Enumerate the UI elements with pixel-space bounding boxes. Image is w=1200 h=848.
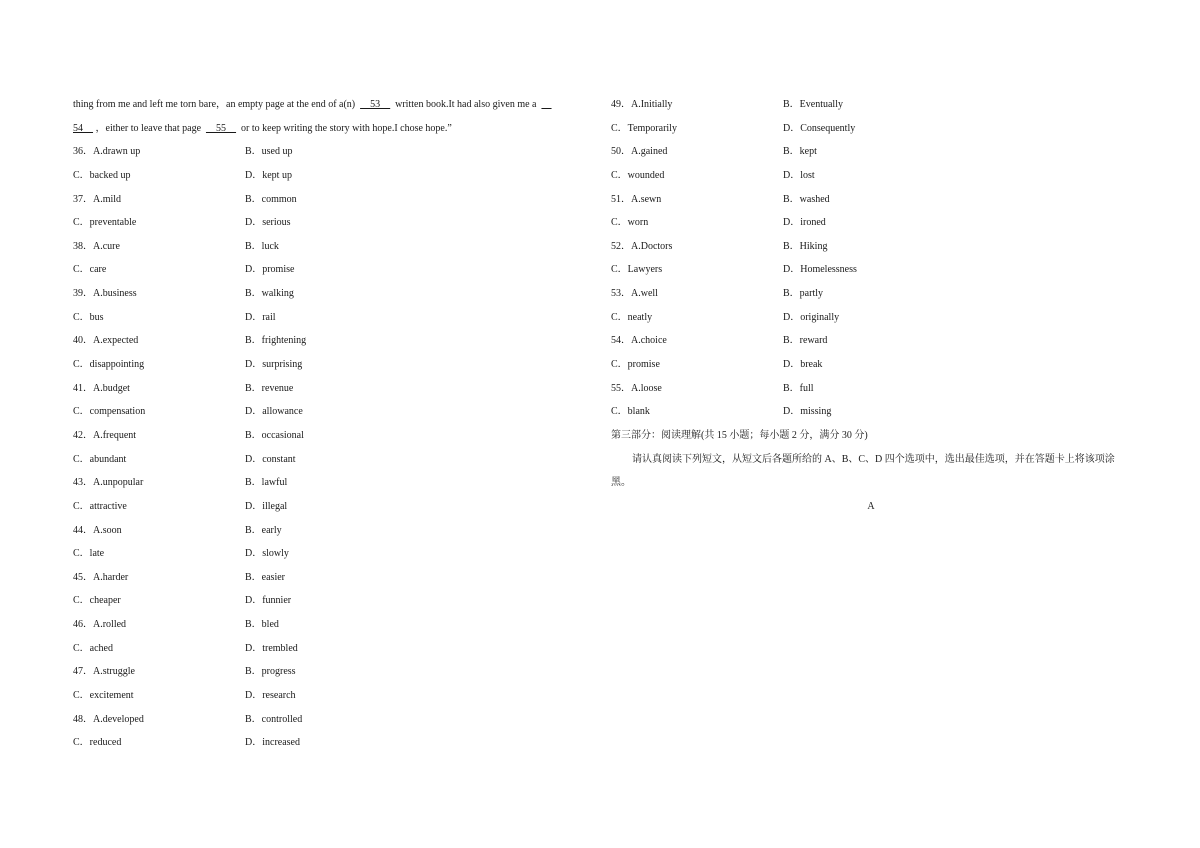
- option-c: C．neatly: [611, 311, 653, 323]
- option-c: C．disappointing: [73, 359, 145, 371]
- option-b: B．progress: [245, 666, 296, 678]
- option-a: 55．A.loose: [611, 382, 662, 394]
- option-c: C．backed up: [73, 169, 131, 181]
- option-a: 53．A.well: [611, 288, 658, 300]
- option-d: D．lost: [783, 169, 815, 181]
- question-option-row: [73, 519, 593, 543]
- option-d: D．ironed: [783, 217, 826, 229]
- option-b: B．washed: [783, 193, 830, 205]
- question-option-row: [611, 188, 1131, 212]
- question-option-row: [73, 448, 593, 472]
- blank-55: __55__: [206, 122, 237, 134]
- question-option-row: [73, 660, 593, 684]
- question-option-row: [611, 235, 1131, 259]
- option-d: D．illegal: [245, 500, 288, 512]
- option-a: 38．A.cure: [73, 240, 120, 252]
- question-option-row: [73, 613, 593, 637]
- question-option-row: [73, 684, 593, 708]
- question-option-row: [73, 164, 593, 188]
- question-option-row: [73, 542, 593, 566]
- option-a: 40．A.expected: [73, 335, 139, 347]
- option-c: C．bus: [73, 311, 104, 323]
- blank-53: __53__: [360, 99, 391, 110]
- option-c: C．late: [73, 548, 105, 560]
- passage-text: thing from me and left me torn bare，an empty page at the end of a(n): [73, 99, 356, 110]
- option-c: C．preventable: [73, 217, 137, 229]
- question-option-row: [73, 211, 593, 235]
- option-d: D．rail: [245, 311, 276, 323]
- option-a: 47．A.struggle: [73, 666, 135, 678]
- blank-54-end: 54__: [73, 122, 93, 134]
- question-option-row: [73, 188, 593, 212]
- blank-54-start: __: [541, 99, 552, 110]
- option-c: C．excitement: [73, 690, 134, 702]
- question-option-row: [73, 566, 593, 590]
- option-b: B．frightening: [245, 335, 307, 347]
- option-c: C．Lawyers: [611, 264, 663, 276]
- question-option-row: [611, 258, 1131, 282]
- option-b: B．common: [245, 193, 297, 205]
- question-option-row: [73, 282, 593, 306]
- question-option-row: [611, 211, 1131, 235]
- option-d: D．promise: [245, 264, 295, 276]
- option-d: D．surprising: [245, 359, 303, 371]
- option-c: C．worn: [611, 217, 649, 229]
- option-a: 41．A.budget: [73, 382, 130, 394]
- option-a: 43．A.unpopular: [73, 477, 144, 489]
- option-d: D．kept up: [245, 169, 292, 181]
- question-option-row: [73, 235, 593, 259]
- option-a: 45．A.harder: [73, 571, 129, 583]
- option-b: B．partly: [783, 288, 823, 300]
- option-c: C．attractive: [73, 500, 127, 512]
- option-a: 49．A.Initially: [611, 99, 673, 110]
- option-a: 48．A.developed: [73, 713, 144, 725]
- question-option-row: [611, 400, 1131, 424]
- question-option-row: [73, 637, 593, 661]
- option-b: B．Hiking: [783, 240, 828, 252]
- option-a: 51．A.sewn: [611, 193, 662, 205]
- option-b: B．reward: [783, 335, 828, 347]
- option-b: B．easier: [245, 571, 285, 583]
- option-a: 42．A.frequent: [73, 429, 137, 441]
- question-option-row: [73, 589, 593, 613]
- option-b: B．revenue: [245, 382, 294, 394]
- option-c: C．blank: [611, 406, 650, 418]
- option-c: C．care: [73, 264, 107, 276]
- passage-text: ，either to leave that page: [95, 122, 202, 134]
- option-a: 44．A.soon: [73, 524, 122, 536]
- question-option-row: [611, 117, 1131, 141]
- option-b: B．lawful: [245, 477, 288, 489]
- option-b: B．occasional: [245, 429, 304, 441]
- question-option-row: [611, 353, 1131, 377]
- option-a: 39．A.business: [73, 288, 137, 300]
- option-d: D．allowance: [245, 406, 303, 418]
- option-d: D．slowly: [245, 548, 289, 560]
- option-d: D．constant: [245, 453, 296, 465]
- passage-label: A: [867, 500, 875, 512]
- option-d: D．missing: [783, 406, 832, 418]
- right-column: [611, 93, 1131, 519]
- option-b: B．walking: [245, 288, 294, 300]
- question-option-row: [611, 306, 1131, 330]
- question-list-left: [73, 140, 593, 755]
- option-c: C．compensation: [73, 406, 146, 418]
- option-c: C．wounded: [611, 169, 665, 181]
- option-c: C．reduced: [73, 737, 122, 749]
- option-b: B．controlled: [245, 713, 303, 725]
- option-b: B．Eventually: [783, 99, 843, 110]
- question-option-row: [611, 140, 1131, 164]
- option-d: D．funnier: [245, 595, 292, 607]
- question-option-row: [73, 353, 593, 377]
- option-d: D．serious: [245, 217, 291, 229]
- passage-line-2: [73, 117, 593, 141]
- option-b: B．used up: [245, 146, 293, 158]
- question-option-row: [73, 377, 593, 401]
- option-d: D．research: [245, 690, 296, 702]
- question-option-row: [73, 424, 593, 448]
- passage-text: or to keep writing the story with hope.I chose hope.”: [241, 122, 452, 134]
- option-b: B．bled: [245, 619, 279, 631]
- option-a: 52．A.Doctors: [611, 240, 673, 252]
- question-option-row: [73, 306, 593, 330]
- option-d: D．trembled: [245, 642, 298, 654]
- option-a: 50．A.gained: [611, 146, 668, 158]
- option-d: D．break: [783, 359, 823, 371]
- question-option-row: [73, 329, 593, 353]
- section-instructions: 请认真阅读下列短文，从短文后各题所给的 A、B、C、D 四个选项中，选出最佳选项，并在答题卡上将该项涂黑。: [611, 453, 1115, 489]
- option-d: D．Homelessness: [783, 264, 857, 276]
- question-option-row: [73, 140, 593, 164]
- option-c: C．promise: [611, 359, 660, 371]
- option-c: C．abundant: [73, 453, 127, 465]
- option-a: 36．A.drawn up: [73, 146, 141, 158]
- question-option-row: [611, 93, 1131, 117]
- option-b: B．luck: [245, 240, 279, 252]
- passage-text: written book.It had also given me a: [395, 99, 537, 110]
- question-option-row: [611, 377, 1131, 401]
- question-list-right: [611, 93, 1131, 424]
- option-a: 37．A.mild: [73, 193, 122, 205]
- question-option-row: [611, 164, 1131, 188]
- option-b: B．kept: [783, 146, 817, 158]
- option-a: 54．A.choice: [611, 335, 667, 347]
- section-title: 第三部分：阅读理解(共 15 小题；每小题 2 分，满分 30 分): [611, 429, 868, 441]
- left-column: [73, 93, 593, 755]
- question-option-row: [73, 471, 593, 495]
- option-c: C．cheaper: [73, 595, 121, 607]
- option-b: B．full: [783, 382, 814, 394]
- option-d: D．Consequently: [783, 122, 856, 134]
- passage-line-1: [73, 93, 593, 117]
- question-option-row: [73, 708, 593, 732]
- option-a: 46．A.rolled: [73, 619, 127, 631]
- question-option-row: [73, 258, 593, 282]
- question-option-row: [611, 282, 1131, 306]
- option-c: C．Temporarily: [611, 122, 677, 134]
- option-d: D．originally: [783, 311, 840, 323]
- question-option-row: [73, 495, 593, 519]
- question-option-row: [611, 329, 1131, 353]
- option-b: B．early: [245, 524, 282, 536]
- option-d: D．increased: [245, 737, 300, 749]
- question-option-row: [73, 400, 593, 424]
- question-option-row: [73, 731, 593, 755]
- option-c: C．ached: [73, 642, 113, 654]
